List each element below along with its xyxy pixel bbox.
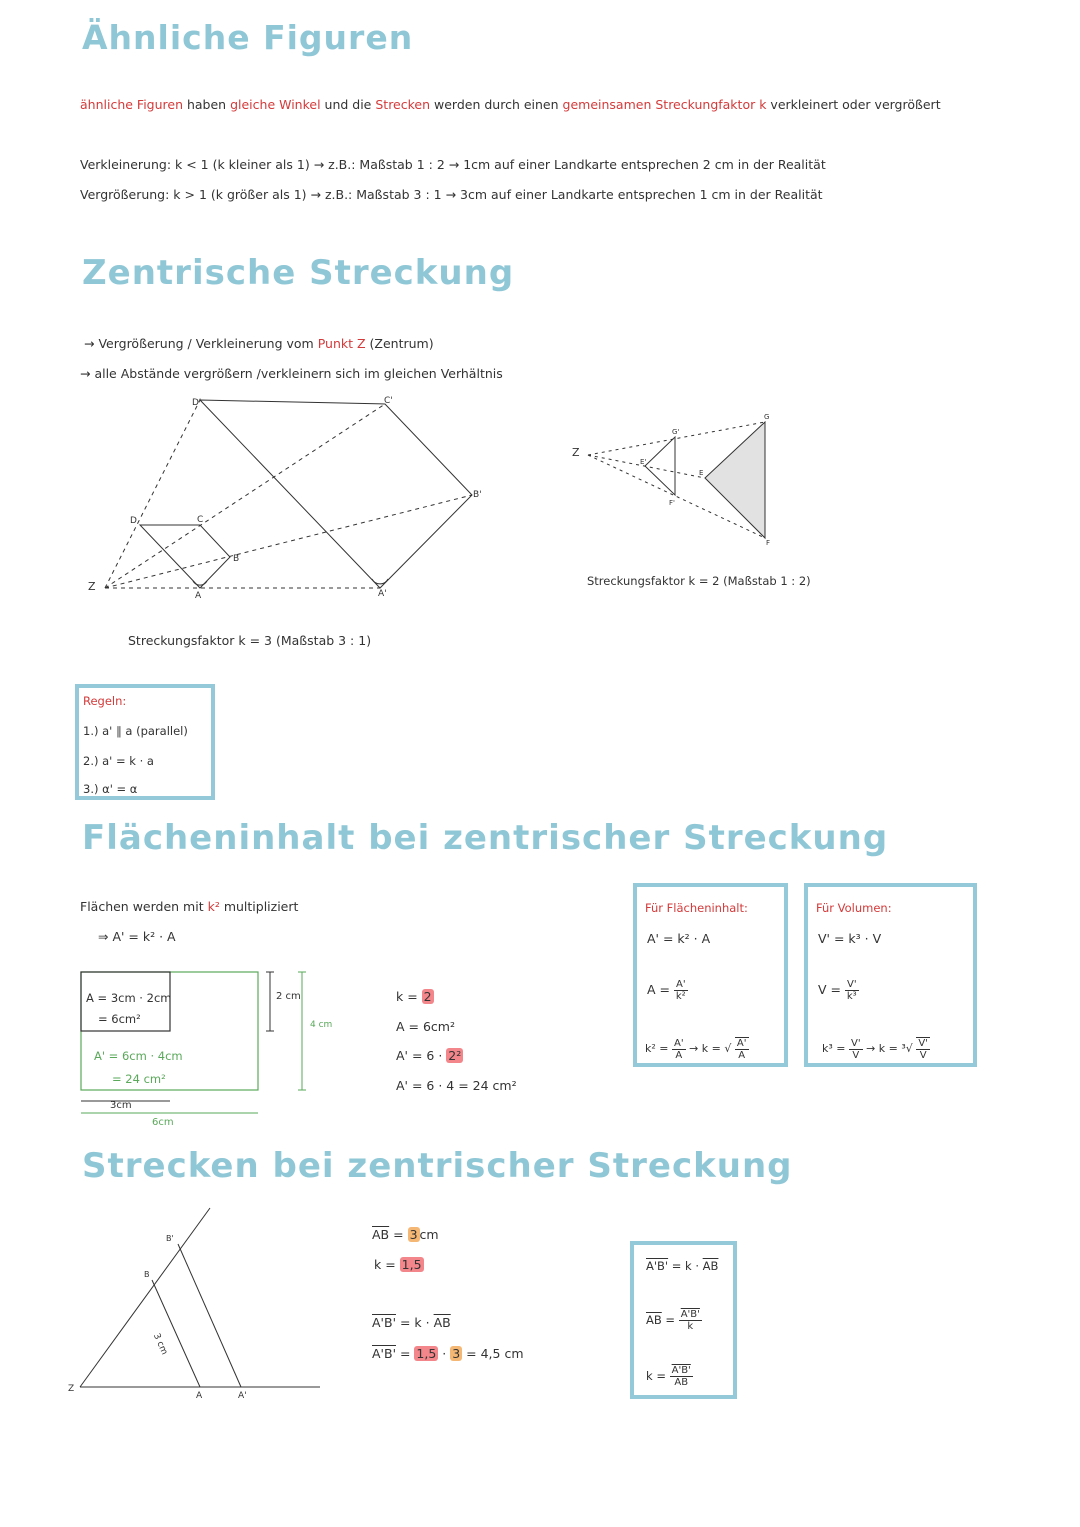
label-d: D xyxy=(130,516,137,526)
fraction-denominator: k³ xyxy=(846,991,857,1002)
small-rect-label-2: = 6cm² xyxy=(98,1012,141,1026)
r1-b: = k · xyxy=(668,1259,703,1273)
ab-label: $\overline{AB}$ xyxy=(372,1227,390,1242)
fraction-numerator: A'B' xyxy=(680,1309,700,1320)
f1-a: A'B' xyxy=(372,1315,396,1330)
box-volume-f1: V' = k³ · V xyxy=(818,931,882,946)
intro-part: gemeinsamen Streckungfaktor k xyxy=(562,97,767,112)
title-flaecheninhalt: Flächeninhalt bei zentrischer Streckung xyxy=(82,818,889,858)
fraction-denominator: A xyxy=(675,1049,683,1061)
intro-part: haben xyxy=(183,97,231,112)
r3-a: k = xyxy=(646,1369,670,1383)
dim-label-4cm: 4 cm xyxy=(310,1020,333,1030)
label-f: F xyxy=(766,539,771,547)
ab-given xyxy=(372,1227,439,1242)
label-d-prime: D' xyxy=(192,398,202,408)
dim-label-2cm: 2 cm xyxy=(276,991,301,1002)
fig4-label-b-prime: B' xyxy=(166,1234,174,1243)
title-aehnliche-figuren: Ähnliche Figuren xyxy=(82,18,414,57)
f2-b: = xyxy=(396,1346,415,1361)
calc-a-prime-2: A' = 6 · 4 = 24 cm² xyxy=(396,1078,517,1093)
calc-k-text: k = xyxy=(396,989,422,1004)
ab-unit: cm xyxy=(419,1227,439,1242)
title-zentrische-streckung: Zentrische Streckung xyxy=(82,253,515,293)
caption-fig2: Streckungsfaktor k = 2 (Maßstab 1 : 2) xyxy=(587,574,811,588)
upper-ray xyxy=(80,1208,210,1387)
fig4-length-label: 3 cm xyxy=(150,1332,170,1357)
label-c: C xyxy=(197,515,204,525)
ab-eq: = xyxy=(389,1227,408,1242)
label-c-prime: C' xyxy=(384,396,393,406)
label-b-prime: B' xyxy=(473,490,482,500)
calc-a1-value: 2² xyxy=(448,1048,462,1063)
box-area-f3-root: → k = √ xyxy=(689,1042,732,1055)
f1-b: = k · xyxy=(396,1315,434,1330)
flaechen-text: Flächen werden mit xyxy=(80,899,208,914)
fig4-label-a-prime: A' xyxy=(238,1391,247,1401)
rule-3: 3.) α' = α xyxy=(83,782,138,796)
box-area-title: Für Flächeninhalt: xyxy=(645,901,748,915)
box-area-f2-text: A = xyxy=(647,982,674,997)
box-volume-f2-text: V = xyxy=(818,982,845,997)
intro-part: gleiche Winkel xyxy=(230,97,321,112)
label-g-prime: G' xyxy=(672,428,680,436)
intro-part: werden durch einen xyxy=(430,97,563,112)
title-strecken: Strecken bei zentrischer Streckung xyxy=(82,1146,793,1186)
caption-fig1: Streckungsfaktor k = 3 (Maßstab 3 : 1) xyxy=(128,633,372,648)
box-volume-f3-root: → k = ³√ xyxy=(866,1042,913,1055)
calc-a: A = 6cm² xyxy=(396,1019,455,1034)
fig4-label-a: A xyxy=(196,1391,203,1401)
flaechen-text: multipliziert xyxy=(219,899,299,914)
box-volume-title: Für Volumen: xyxy=(816,901,892,915)
box-area-f3-text: k² = xyxy=(645,1042,672,1055)
fraction-numerator: V' xyxy=(846,979,857,990)
label-a: A xyxy=(195,591,202,601)
intro-part: und die xyxy=(320,97,376,112)
label-e-prime: E' xyxy=(640,458,647,466)
small-rect-label-1: A = 3cm · 2cm xyxy=(86,991,172,1005)
r1-c: $\overline{AB}$ xyxy=(702,1259,719,1273)
calc-a1-text: A' = 6 · xyxy=(396,1048,447,1063)
fraction-denominator: V xyxy=(919,1050,927,1061)
f2-ab: 3 xyxy=(452,1346,461,1361)
f2-k: 1,5 xyxy=(416,1346,437,1361)
label-z-1: Z xyxy=(88,580,96,593)
f2-a: A'B' xyxy=(372,1346,396,1361)
box-strecken-r2 xyxy=(646,1309,702,1332)
k-squared-text: k² xyxy=(207,899,220,914)
label-f-prime: F' xyxy=(669,499,675,507)
f1-c: $\overline{AB}$ xyxy=(433,1315,451,1330)
rules-title: Regeln: xyxy=(83,694,127,708)
fraction-numerator: V' xyxy=(918,1038,928,1049)
intro-part: ähnliche Figuren xyxy=(80,97,183,112)
vergroesserung-line: Vergrößerung: k > 1 (k größer als 1) → z.B.: Maßstab 3 : 1 → 3cm auf einer Landkarte entsprechen 1 cm in der Realität xyxy=(80,187,823,202)
fraction-denominator: k² xyxy=(675,991,686,1002)
r1-a: A'B' xyxy=(646,1259,669,1273)
big-rect-label-2: = 24 cm² xyxy=(112,1072,166,1086)
f2-dot: · xyxy=(438,1346,451,1361)
fraction-denominator: A xyxy=(738,1050,746,1061)
intro-part: verkleinert oder vergrößert xyxy=(766,97,941,112)
label-g: G xyxy=(764,413,770,421)
box-strecken-r1 xyxy=(646,1259,718,1273)
k-label: k = xyxy=(374,1257,400,1272)
point-z-text: Punkt Z xyxy=(317,336,366,351)
calc-k-value: 2 xyxy=(423,989,432,1004)
f2-result: = 4,5 cm xyxy=(462,1346,524,1361)
fraction-denominator: V xyxy=(852,1049,860,1061)
r3-fraction xyxy=(670,1365,693,1388)
bullet-text: → Vergrößerung / Verkleinerung vom xyxy=(84,336,318,351)
label-b: B xyxy=(233,554,240,564)
verkleinerung-line: Verkleinerung: k < 1 (k kleiner als 1) → z.B.: Maßstab 1 : 2 → 1cm auf einer Landkarte entsprechen 2 cm in der Realität xyxy=(80,157,826,172)
bullet-text: (Zentrum) xyxy=(365,336,434,351)
fraction-numerator: A'B' xyxy=(671,1365,691,1376)
fraction-numerator: A' xyxy=(674,1037,684,1049)
box-area-f1: A' = k² · A xyxy=(647,931,711,946)
rule-2: 2.) a' = k · a xyxy=(83,754,154,768)
area-formula-line: ⇒ A' = k² · A xyxy=(98,929,176,944)
fig4-label-z: Z xyxy=(68,1384,75,1394)
ab-value: 3 xyxy=(409,1227,418,1242)
k-value: 1,5 xyxy=(401,1257,422,1272)
box-strecken xyxy=(630,1241,737,1399)
segment-a-b-prime xyxy=(178,1244,241,1387)
fraction-denominator: k xyxy=(687,1321,694,1332)
intro-part: Strecken xyxy=(375,97,431,112)
fig4-label-b: B xyxy=(144,1270,150,1279)
bullet-abstaende: → alle Abstände vergrößern /verkleinern sich im gleichen Verhältnis xyxy=(80,366,503,381)
r2-fraction xyxy=(679,1309,702,1332)
fraction-numerator: A' xyxy=(675,979,686,990)
fraction-numerator: A' xyxy=(736,1038,747,1049)
dim-label-3cm: 3cm xyxy=(110,1100,132,1111)
label-z-2: Z xyxy=(572,446,580,459)
strecke-formula-1 xyxy=(372,1315,451,1330)
fraction-denominator: AB xyxy=(674,1377,689,1388)
box-volume-f3-text: k³ = xyxy=(822,1042,849,1055)
fraction-numerator: V' xyxy=(851,1037,861,1049)
strecke-formula-2 xyxy=(372,1346,524,1361)
k-given xyxy=(374,1257,424,1272)
rule-1: 1.) a' ∥ a (parallel) xyxy=(83,724,188,738)
label-a-prime: A' xyxy=(378,589,387,599)
big-rect-label-1: A' = 6cm · 4cm xyxy=(94,1049,183,1063)
r2-b: = xyxy=(661,1313,679,1327)
dim-label-6cm: 6cm xyxy=(152,1117,174,1128)
r2-a: $\overline{AB}$ xyxy=(646,1313,662,1327)
box-strecken-r3 xyxy=(646,1365,693,1388)
label-e: E xyxy=(699,469,704,477)
